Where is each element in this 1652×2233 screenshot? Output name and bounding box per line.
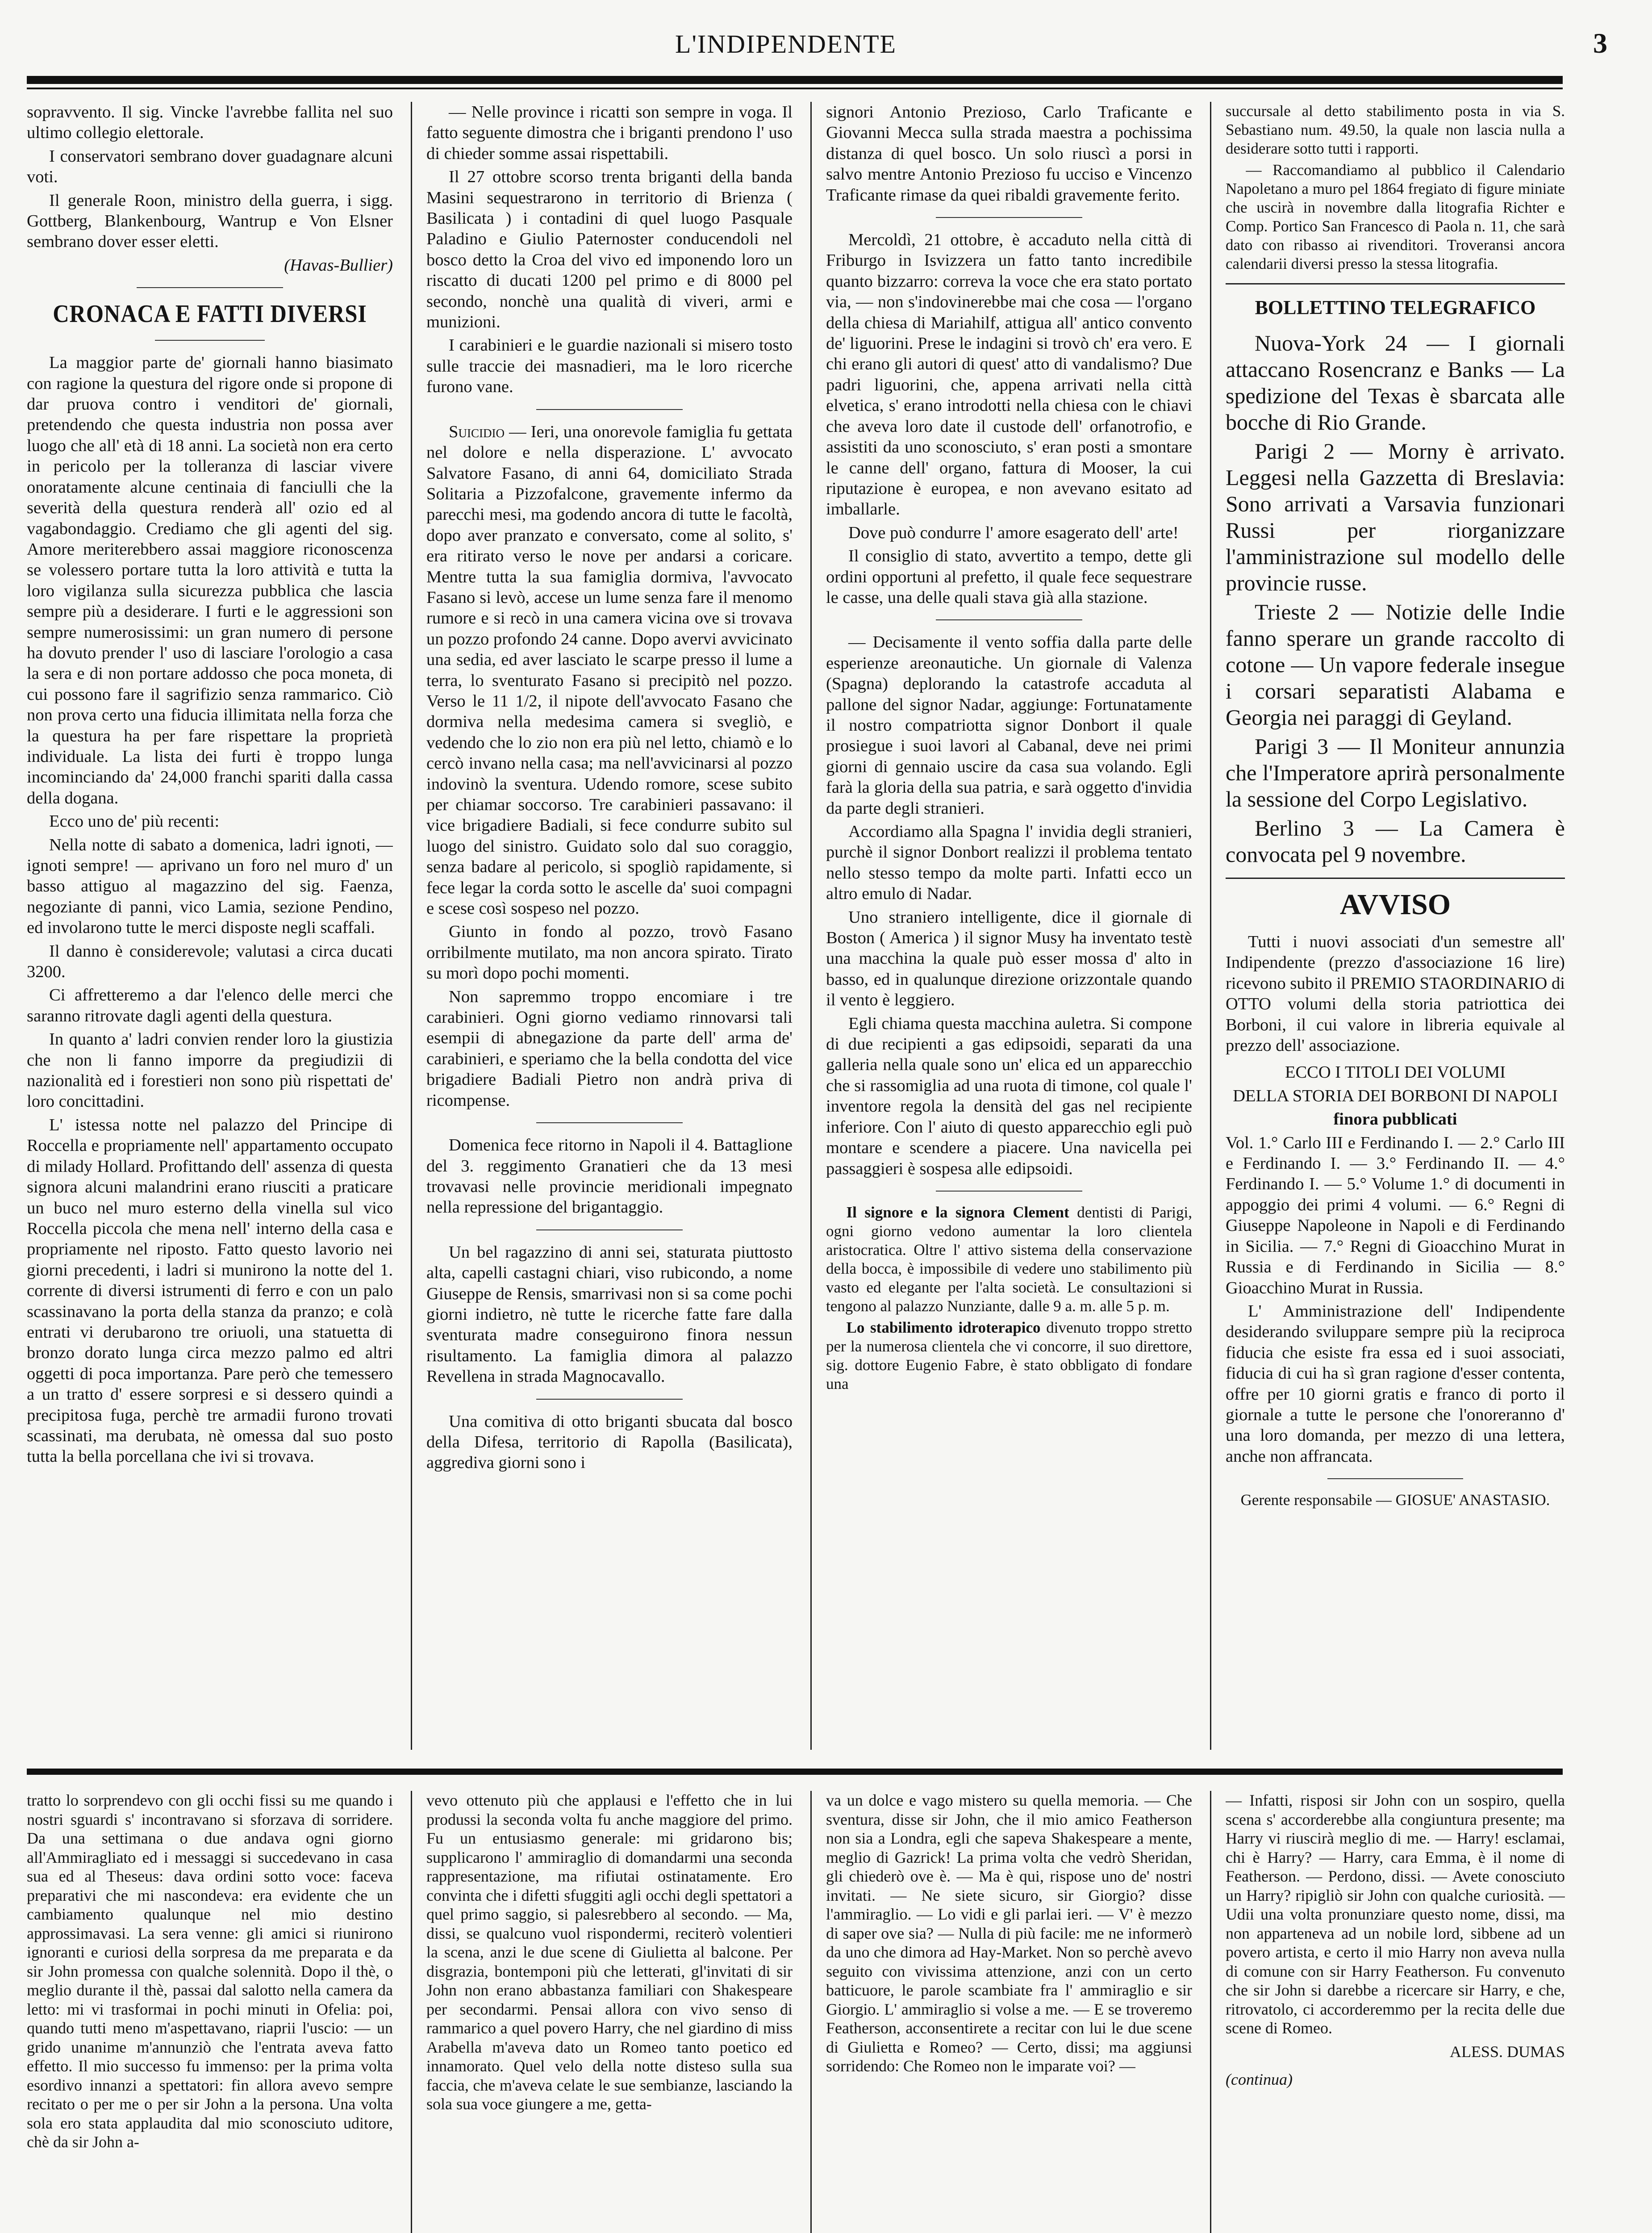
separator — [936, 619, 1082, 620]
column-1 — [27, 102, 393, 1750]
article-text: signori Antonio Prezioso, Carlo Traficante e Giovanni Mecca sulla strada maestra a pochissima distanza di quel bosco. Un solo riuscì a porsi in salvo mentre Antonio Prezioso fu ucciso e Vincenzo Traficante rimase da quei ribaldi gravemente ferito. — [826, 103, 1192, 205]
notice-subheading: ECCO I TITOLI DEI VOLUMI — [1285, 1063, 1506, 1082]
column-divider — [411, 102, 412, 1750]
masthead — [27, 27, 1607, 63]
separator — [536, 1399, 683, 1400]
notice-text: Tutti i nuovi associati d'un semestre all' Indipendente (prezzo d'associazione 16 lire) ricevono subito il PREMIO STAORDINARIO di OTTO volumi della storia patriottica dei Borboni, il cui valore in libreria equivale al prezzo dell' associazione. — [1226, 933, 1565, 1055]
article-text: Giunto in fondo al pozzo, trovò Fasano orribilmente mutilato, ma non ancora spirato. Tirato su morì dopo pochi momenti. — [426, 922, 793, 983]
article-text: Il generale Roon, ministro della guerra, i sigg. Gottberg, Blankenbourg, Wantrup e Von Elsner sembrano dover esser eletti. — [27, 191, 393, 251]
article-text: Una comitiva di otto briganti sbucata dal bosco della Difesa, territorio di Rapolla (Basilicata), aggrediva giorni sono i — [426, 1412, 793, 1472]
feuilleton-text: va un dolce e vago mistero su quella memoria. — Che sventura, disse sir John, che il mio amico Featherson non sia a Londra, egli che sapeva Shakespeare a mente, meglio di Gazrick! La prima volta che vedrò Sheridan, gli chiederò ove è. — Ma è qui, rispose uno de' nostri invitati. — Ne siete sicuro, sir Giorgio? disse l'ammiraglio. — Lo vidi e gli parlai ieri. — V' è mezzo di saper ove sia? — Nulla di più facile: me ne informerò da uno che dimora ad Hay-Market. Non so perchè avevo seguito con vivissima attenzione, anzi con un certo batticuore, le parole scambiate fra l' ammiraglio e sir Giorgio. L' ammiraglio si volse a me. — E se troveremo Featherson, acconsentirete a recitar con lui le due scene di Giulietta e Romeo? — Certo, dissi; ma aggiunsi sorridendo: Che Romeo non le imparate voi? — — [826, 1791, 1192, 2075]
advert-text: Il signore e la signora Clement dentisti di Parigi, ogni giorno vedono aumentar la loro clientela aristocratica. Oltre l' attivo sistema della conservazione della bocca, è impossibile di vedere uno stabilimento più vasto ed elegante per l'alta società. Le consultazioni si tengono al palazzo Nunziante, dalle 9 a. m. alle 5 p. m. — [826, 1203, 1192, 1315]
telegram-item: Parigi 3 — Il Moniteur annunzia che l'Imperatore aprirà personalmente la sessione del Corpo Legislativo. — [1226, 734, 1565, 811]
feuilleton-text: tratto lo sorprendevo con gli occhi fissi su me quando i nostri sguardi s' incontravano si sforzava di sorridere. Da una settimana o due andava ogni giorno all'Ammiragliato ed i messaggi si succedevano in casa sua ed al Theseus: dava ordini sotto voce: faceva preparativi che mi nascondeva: era evidente che un cambiamento qualunque nel mio destino approssimavasi. La sera venne: gli amici si riunirono ignoranti e curiosi della sorpresa da me preparata e da sir John promessa con qualche solennità. Dopo il thè, o meglio durante il thè, passai dal salotto nella camera da letto: mi vi trasformai in pochi minuti in Ofelia: poi, quando tutti meno m'aspettavano, riaprii l'uscio: — un grido unanime m'annunziò che l'entrata aveva fatto effetto. Il mio successo fu immenso: per la prima volta esordivo innanzi a spettatori: fin allora avevo sempre recitato o per me o per sir John a la persona. Una volta sola ero stata applaudita dal mio sconosciuto uditore, chè da sir John a- — [27, 1791, 393, 2151]
feuilleton-column-4 — [1226, 1791, 1565, 2233]
volume-list: Vol. 1.° Carlo III e Ferdinando I. — 2.° Carlo III e Ferdinando I. — 3.° Ferdinando II. — 4.° Ferdinando I. — 5.° Volume 1.° di documenti in appoggio dei primi 4 volumi. — 6.° Regni di Giuseppe Napoleone in Napoli e di Ferdinando in Sicilia. — 7.° Regni di Gioacchino Murat in Russia e di Ferdinando in Sicilia — 8.° Gioacchino Murat in Russia. — [1226, 1133, 1565, 1297]
column-divider — [810, 102, 812, 1750]
article-text: Nella notte di sabato a domenica, ladri ignoti, — ignoti sempre! — aprivano un foro nel muro d' un basso attiguo al magazzino del sig. Faenza, negoziante di panni, vico Lamia, sezione Pendino, ed involarono tutte le merci disposte negli scaffali. — [27, 835, 393, 937]
newspaper-title: L'INDIPENDENTE — [675, 29, 897, 59]
article-text: In quanto a' ladri convien render loro la giustizia che non li fanno imporre da pregiudizii di nazionalità ed i forestieri non sono più rispettati de' loro concittadini. — [27, 1030, 393, 1111]
notice-subheading: finora pubblicati — [1333, 1110, 1457, 1129]
separator — [536, 1229, 683, 1230]
article-text: sopravvento. Il sig. Vincke l'avrebbe fallita nel suo ultimo collegio elettorale. — [27, 103, 393, 142]
article-text: Un bel ragazzino di anni sei, staturata piuttosto alta, capelli castagni chiari, viso rubicondo, a nome Giuseppe de Rensis, smarrivasi non si sa come pochi giorni indietro, nè tutte le ricerche fatte fare dalla sventurata madre conseguirono finora nessun risultamento. La famiglia dimora al palazzo Revellena in strada Magnocavallo. — [426, 1242, 793, 1386]
advert-text: — Raccomandiamo al pubblico il Calendario Napoletano a muro pel 1864 fregiato di figure miniate che uscirà in novembre dalla litografia Richter e Comp. Portico San Francesco di Paola n. 11, che sarà dato con ribasso ai rivenditori. Troveransi ancora calendarii diversi presso la stessa litografia. — [1226, 161, 1565, 272]
article-text: Suicidio — Ieri, una onorevole famiglia fu gettata nel dolore e nella disperazione. L' avvocato Salvatore Fasano, di anni 64, domiciliato Strada Solitaria a Pizzofalcone, gravemente infermo da parecchi mesi, ma godendo ancora di tutte le facoltà, dopo aver pranzato e conversato, come al solito, s' era ritirato verso le nove per andarsi a coricare. Mentre tutta la sua famiglia dormiva, l'avvocato Fasano si levò, accese un lume senza fare il menomo rumore e si recò in una camera vicina ove si trovava un pozzo profondo 24 canne. Dopo avervi avvicinato una sedia, ed aver lasciato le scarpe presso il lume a terra, lo sventurato Fasano si precipitò nel pozzo. Verso le 11 1/2, il nipote dell'avvocato Fasano che dormiva nella medesima camera si svegliò, e vedendo che lo zio non era più nel letto, chiamò e lo cercò invano nella casa; ma nell'avvicinarsi al pozzo indovinò la sventura. Udendo romore, scese subito per chiamar soccorso. Tre carabinieri passavano: il vice brigadiere Badiali, si fece condurre subito sul luogo del sinistro. Guidato solo dal suo coraggio, senza badare al pericolo, si spogliò rapidamente, si fece legar la corda sotto le ascelle da' suoi compagni e scese così sospeso nel pozzo. — [426, 422, 793, 918]
telegram-item: Berlino 3 — La Camera è convocata pel 9 novembre. — [1226, 815, 1565, 867]
section-heading-avviso: AVVISO — [1226, 878, 1565, 921]
separator — [137, 287, 283, 288]
article-source: (Havas-Bullier) — [284, 255, 393, 275]
article-text: I carabinieri e le guardie nazionali si misero tosto sulle traccie dei masnadieri, ma le loro ricerche furono vane. — [426, 336, 793, 397]
article-text: — Nelle province i ricatti son sempre in voga. Il fatto seguente dimostra che i briganti prendono l' uso di chieder somme assai rispettabili. — [426, 103, 793, 163]
column-divider — [411, 1791, 412, 2233]
feuilleton-column-1 — [27, 1791, 393, 2233]
page-number: 3 — [1593, 27, 1607, 59]
article-text: Ci affretteremo a dar l'elenco delle merci che saranno ritrovate dagli agenti della questura. — [27, 986, 393, 1025]
article-text: Il danno è considerevole; valutasi a circa ducati 3200. — [27, 941, 393, 982]
article-text: Il 27 ottobre scorso trenta briganti della banda Masini sequestrarono in territorio di Brienza ( Basilicata ) i contadini di quel luogo Pasquale Paladino e Giulio Paternoster conducendoli nel bosco detto la Croa del vivo ed imponendo loro un riscatto di ducati 1200 pel primo e di 8000 pel secondo, nonchè una qualità di viveri, armi e munizioni. — [426, 167, 793, 332]
telegram-item: Parigi 2 — Morny è arrivato. Leggesi nella Gazzetta di Breslavia: Sono arrivati a Varsavia funzionari Russi per riorganizzare l'amministrazione sul modello delle provincie russe. — [1226, 439, 1565, 595]
feuilleton-column-3 — [826, 1791, 1192, 2233]
article-text: Ecco uno de' più recenti: — [49, 812, 220, 831]
notice-text: L' Amministrazione dell' Indipendente desiderando sviluppare sempre più la reciproca fiducia che esiste fra essa ed i suoi associati, fiducia di cui ha sì gran ragione d'esser contenta, offre per 10 giorni gratis e franco di porto il giornale a tutte le persone che l'onoreranno d' una loro domanda, per mezzo di una lettera, anche non affrancata. — [1226, 1301, 1565, 1466]
gerente-line: Gerente responsabile — GIOSUE' ANASTASIO. — [1240, 1491, 1550, 1509]
article-text: Egli chiama questa macchina auletra. Si compone di due recipienti a gas edipsoidi, separati da una galleria nella quale sono un' elica ed un apparecchio che si rassomiglia ad una ruota di timone, col quale l' inventore regola la densità del gas nel recipiente inferiore. Con l' aiuto di questo apparecchio egli può montare e scendere a piacere. Una navicella pei passaggieri è sospesa alle edipsoidi. — [826, 1014, 1192, 1178]
column-2 — [426, 102, 793, 1750]
column-divider — [1210, 1791, 1211, 2233]
header-rule — [27, 76, 1563, 84]
column-4 — [1226, 102, 1565, 1750]
feuilleton-text: vevo ottenuto più che applausi e l'effetto che in lui produssi la seconda volta fu anche maggiore del primo. Fu un entusiasmo generale: mi gridarono bis; supplicarono l' ammiraglio di domandarmi una seconda rappresentazione, ma rifiutai ostinatamente. Ero convinta che i difetti sfuggiti agli occhi degli spettatori a quel primo saggio, si palesrebbero al secondo. — Ma, dissi, se qualcuno vuol rispondermi, reciterò volentieri la scena, anzi le due scene di Giulietta al balcone. Per disgrazia, bontemponi più che letterati, gl'invitati di sir John non erano abbastanza familiari con Shakespeare per secondarmi. Pensai allora con vivo senso di rammarico a quel povero Harry, che nel giardino di miss Arabella m'aveva dato un Romeo tanto poetico ed innamorato. Quel velo della notte disteso sulla sua faccia, che m'aveva celate le sue sembianze, lasciando la sola sua voce giungere a me, getta- — [426, 1791, 793, 2113]
article-text: Accordiamo alla Spagna l' invidia degli stranieri, purchè il signor Donbort realizzi il problema tentato nello stesso tempo da molte parti. Infatti ecco un altro emulo di Nadar. — [826, 822, 1192, 903]
article-text: I conservatori sembrano dover guadagnare alcuni voti. — [27, 146, 393, 187]
section-heading-bollettino: BOLLETTINO TELEGRAFICO — [1226, 283, 1565, 319]
article-text: Dove può condurre l' amore esagerato dell' arte! — [848, 523, 1179, 542]
separator — [155, 340, 265, 341]
column-divider — [810, 1791, 812, 2233]
notice-subheading: DELLA STORIA DEI BORBONI DI NAPOLI — [1233, 1086, 1558, 1105]
article-text: — Decisamente il vento soffia dalla parte delle esperienze areonautiche. Un giornale di Valenza (Spagna) deplorando la catastrofe accaduta al pallone del signor Nadar, aggiunge: Fortunatamente il nostro compatriotta signor Donbort il quale prosiegue i suoi lavori al Cabanal, deve nei primi giorni di gennaio uscire da casa sua volando. Egli farà la gloria della sua patria, e sarà oggetto d'invidia da parte degli stranieri. — [826, 633, 1192, 818]
separator — [536, 1122, 683, 1123]
author-signature: ALESS. DUMAS — [1449, 2042, 1565, 2061]
feuilleton-column-2 — [426, 1791, 793, 2233]
column-divider — [1210, 102, 1211, 1750]
article-text: Uno straniero intelligente, dice il giornale di Boston ( America ) il signor Musy ha inventato testè una macchina la quale può esser mossa d' alto in basso, ed in qualunque direzione orizzontale quando il vento è leggiero. — [826, 907, 1192, 1010]
article-text: La maggior parte de' giornali hanno biasimato con ragione la questura del rigore onde si propone di dar pruova contro i venditori de' giornali, pretendendo che questa industria non possa aver luogo che all' età di 18 anni. La società non era certo in pericolo per la tolleranza di lasciar vivere onoratamente alcune centinaia di fanciulli che la severità della questura renderà all' ozio ed al vagabondaggio. Crediamo che gli agenti del sig. Amore meriterebbero assai maggiore riconoscenza se volessero portare tutta la loro attività e tutta la loro vigilanza sulla sicurezza pubblica che lascia sempre più a desiderare. I furti e le aggressioni son sempre numerosissimi: un gran numero di persone ha dovuto prender l' uso di lasciare l'orologio a casa la sera e di non portare addosso che poca moneta, di cui possono fare il sagrifizio senza rammarico. Ciò non prova certo una fiducia illimitata nella forza che la questura ha per fare rispettare la proprietà individuale. La lista dei furti è troppo lunga incominciando da' 24,000 franchi spariti dalla cassa della dogana. — [27, 353, 393, 807]
header-rule-thin — [27, 88, 1563, 89]
feuilleton-text: — Infatti, risposi sir John con un sospiro, quella scena s' accorderebbe alla congiuntura presente; ma Harry vi riuscirà meglio di me. — Harry! esclamai, chi è Harry? — Harry, cara Emma, è il nome di Featherson. — Perdono, dissi. — Avete conosciuto un Harry? ripigliò sir John con qualche curiosità. — Udii una volta pronunziare questo nome, dissi, ma non apparteneva ad un nobile lord, sibbene ad un povero artista, e certo il mio Harry non aveva nulla di comune con sir Harry Featherson. Fu convenuto che sir John si darebbe a ricercare sir Harry, e che, ritrovatolo, ci accorderemmo per la recita delle due scene di Romeo. — [1226, 1791, 1565, 2037]
article-text: Il consiglio di stato, avvertito a tempo, dette gli ordini opportuni al prefetto, il quale fece sequestrare le casse, una delle quali stava già alla stazione. — [826, 547, 1192, 607]
separator — [536, 409, 683, 410]
article-text: Non sapremmo troppo encomiare i tre carabinieri. Ogni giorno vediamo rinnovarsi tali esempii di abnegazione da parte dell' arma de' carabinieri, e speriamo che la bella condotta del vice brigadiere Badiali Pietro non andrà priva di ricompense. — [426, 987, 793, 1110]
section-heading-cronaca: CRONACA E FATTI DIVERSI — [53, 300, 367, 328]
article-text: Mercoldì, 21 ottobre, è accaduto nella città di Friburgo in Isvizzera un fatto tanto incredibile quanto bizzarro: correva la voce che era stato portato via, — non s'indovinerebbe mai che cosa — l'organo della chiesa di Mariahilf, attigua all' antico convento de' liguorini. Prese le indagini si trovò ch' era vero. E chi erano gli autori di quest' atto di vandalismo? Due padri liguorini, che, appena arrivati nella città elvetica, s' erano introdotti nella chiesa con le chiavi che aveva loro date il custode dell' orfanotrofio, e assistiti da uno sconosciuto, s' eran posti a smontare le canne dell' organo, fattura di Mooser, la cui riputazione è europea, e non avevano esitato ad imballarle. — [826, 230, 1192, 519]
separator — [1327, 1478, 1463, 1479]
separator — [936, 1191, 1082, 1192]
article-text: Domenica fece ritorno in Napoli il 4. Battaglione del 3. reggimento Granatieri che da 13 mesi trovavasi nelle provincie meridionali impegnato nella repressione del brigantaggio. — [426, 1136, 793, 1217]
telegram-item: Nuova-York 24 — I giornali attaccano Rosencranz e Banks — La spedizione del Texas è sbarcata alle bocche di Rio Grande. — [1226, 330, 1565, 435]
advert-text: succursale al detto stabilimento posta in via S. Sebastiano num. 49.50, la quale non lascia nulla a desiderare sotto tutti i rapporti. — [1226, 102, 1565, 157]
column-3 — [826, 102, 1192, 1750]
continued-note: (continua) — [1226, 2070, 1293, 2088]
advert-text: Lo stabilimento idroterapico divenuto troppo stretto per la numerosa clientela che vi concorre, il suo direttore, sig. dottore Eugenio Fabre, è stato obbligato di fondare una — [826, 1318, 1192, 1392]
article-text: L' istessa notte nel palazzo del Principe di Roccella e propriamente nell' appartamento occupato di milady Hollard. Profittando dell' assenza di questa signora alcuni malandrini erano riusciti a praticare un buco nel muro esterno della vinella sul vico Roccella piccola che mena nell' interno della casa e propriamente nel riposto. Fatto questo lavorio nei giorni precedenti, i ladri si munirono la notte del 1. corrente di diversi istrumenti di ferro e con un palo scassinavano la porta della stanza da pranzo; e colà entrati vi derubarono tre oriuoli, una statuetta di bronzo dorato lunga circa mezzo palmo ed altri oggetti di poca importanza. Pare però che temessero a un tratto d' essere sorpresi e si dessero quindi a precipitosa fuga, perchè tre armadii furono trovati scassinati, ma derubata, nè omessa dal suo posto tutta la bella porcellana che ivi si trovava. — [27, 1115, 393, 1466]
telegram-item: Trieste 2 — Notizie delle Indie fanno sperare un grande raccolto di cotone — Un vapore federale insegue i corsari separatisti Alabama e Georgia nei paraggi di Geyland. — [1226, 599, 1565, 730]
separator — [936, 217, 1082, 218]
feuilleton-rule — [27, 1769, 1563, 1775]
